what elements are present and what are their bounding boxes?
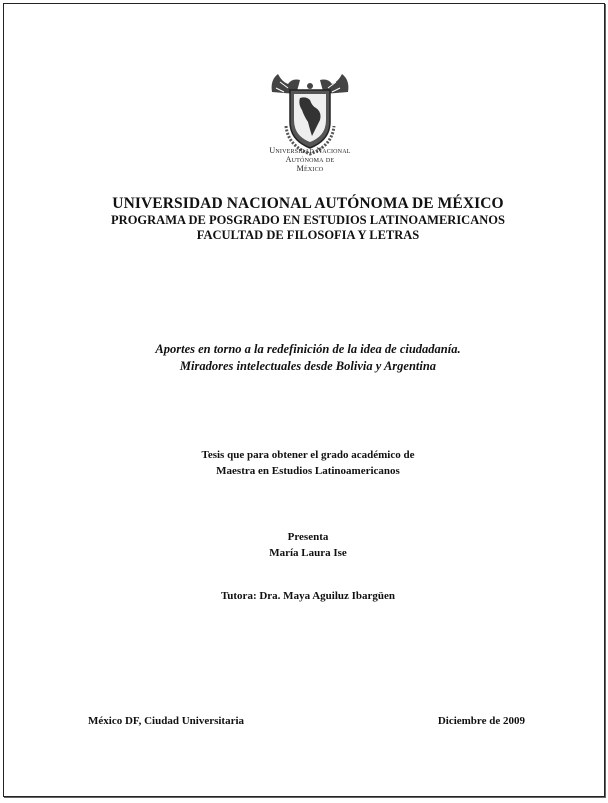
presenter-label: Presenta bbox=[287, 531, 329, 543]
date: Diciembre de 2009 bbox=[437, 715, 525, 727]
university-name: UNIVERSIDAD NACIONAL AUTÓNOMA DE MÉXICO bbox=[112, 195, 504, 212]
seal-caption-line3: México bbox=[296, 164, 324, 173]
faculty-name: FACULTAD DE FILOSOFIA Y LETRAS bbox=[196, 228, 420, 242]
thesis-title-line1: Aportes en torno a la redefinición de la idea de ciudadanía. bbox=[155, 342, 461, 356]
seal-caption bbox=[254, 146, 366, 173]
program-name: PROGRAMA DE POSGRADO EN ESTUDIOS LATINOAMERICANOS bbox=[111, 213, 505, 227]
advisor: Tutora: Dra. Maya Aguiluz Ibargüen bbox=[220, 590, 396, 602]
seal-caption-line2: Autónoma de bbox=[285, 155, 335, 164]
location: México DF, Ciudad Universitaria bbox=[88, 715, 245, 727]
title-page bbox=[3, 3, 605, 797]
author-name: María Laura Ise bbox=[269, 547, 347, 559]
thesis-title-line2: Miradores intelectuales desde Bolivia y Argentina bbox=[179, 359, 437, 373]
degree-line1: Tesis que para obtener el grado académico de bbox=[201, 449, 415, 461]
degree-line2: Maestra en Estudios Latinoamericanos bbox=[216, 465, 400, 477]
unam-seal-logo bbox=[266, 70, 354, 156]
seal-caption-line1: Universidad Nacional bbox=[269, 146, 351, 155]
